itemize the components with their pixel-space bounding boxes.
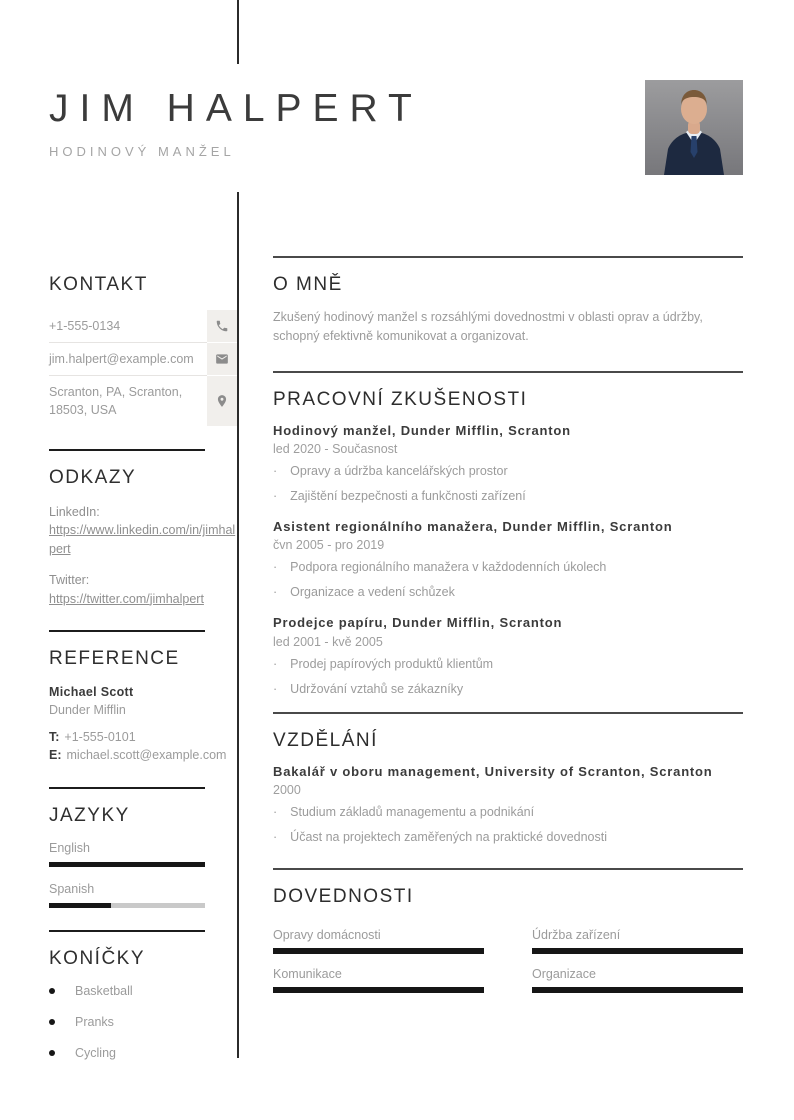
job-bullet: · Podpora regionálního manažera v každodenních úkolech <box>273 558 743 576</box>
reference-phone-value: +1-555-0101 <box>64 730 136 745</box>
contact-phone-value: +1-555-0134 <box>49 310 207 343</box>
skills-section <box>273 886 743 1006</box>
section-divider <box>273 868 743 870</box>
link-item-linkedin <box>49 503 237 559</box>
skill-item <box>532 967 743 993</box>
job-title: Asistent regionálního manažera, Dunder Mifflin, Scranton <box>273 519 673 534</box>
column-divider <box>237 192 239 1058</box>
job-bullet: · Organizace a vedení schůzek <box>273 583 743 601</box>
job-dates: led 2001 - kvě 2005 <box>273 634 383 649</box>
hobbies-heading: KONÍČKY <box>49 947 146 969</box>
language-name: Spanish <box>49 881 95 896</box>
languages-heading: JAZYKY <box>49 804 130 826</box>
experience-heading: PRACOVNÍ ZKUŠENOSTI <box>273 388 528 410</box>
education-bullet: · Studium základů managementu a podnikání <box>273 803 743 821</box>
education-bullet: · Účast na projektech zaměřených na praktické dovednosti <box>273 828 743 846</box>
skills-heading: DOVEDNOSTI <box>273 885 414 907</box>
job-bullet: · Opravy a údržba kancelářských prostor <box>273 462 743 480</box>
contact-heading: KONTAKT <box>49 274 148 295</box>
bullet-dot-icon <box>49 1050 55 1056</box>
person-job-title: HODINOVÝ MANŽEL <box>49 143 235 159</box>
contact-list <box>49 310 237 427</box>
profile-photo <box>645 80 743 175</box>
top-divider <box>237 0 239 64</box>
contact-email-value: jim.halpert@example.com <box>49 343 207 376</box>
about-text: Zkušený hodinový manžel s rozsáhlými dovednostmi v oblasti oprav a údržby, schopný efektivně komunikovat a organizovat. <box>273 310 703 344</box>
job-dates: čvn 2005 - pro 2019 <box>273 538 385 553</box>
hobby-item <box>49 984 237 998</box>
job-title: Prodejce papíru, Dunder Mifflin, Scranton <box>273 615 563 631</box>
language-level-fill <box>49 903 111 908</box>
section-divider <box>273 712 743 714</box>
language-level-fill <box>49 862 205 867</box>
hobby-item <box>49 1015 237 1029</box>
references-heading: REFERENCE <box>49 648 180 670</box>
skill-item <box>532 928 743 954</box>
bullet-dot-icon <box>49 988 55 994</box>
link-label: LinkedIn: <box>49 504 100 519</box>
job-entry <box>273 519 743 601</box>
sidebar <box>49 274 237 1077</box>
reference-company: Dunder Mifflin <box>49 702 126 717</box>
job-dates: led 2020 - Současnost <box>273 442 398 456</box>
reference-phone-row <box>49 728 237 746</box>
job-bullets <box>273 655 743 698</box>
location-icon <box>207 376 237 425</box>
job-entry <box>273 615 743 697</box>
skill-name: Organizace <box>532 966 596 981</box>
section-divider <box>273 256 743 258</box>
profile-photo-image <box>645 80 743 175</box>
experience-section <box>273 389 743 698</box>
header <box>49 88 423 159</box>
reference-name: Michael Scott <box>49 685 134 700</box>
contact-address-value: Scranton, PA, Scranton, 18503, USA <box>49 385 183 418</box>
skill-name: Opravy domácnosti <box>273 927 381 942</box>
language-item-spanish <box>49 882 237 908</box>
reference-email-row <box>49 746 237 764</box>
skill-level-bar <box>532 948 743 954</box>
main-column <box>273 256 743 1006</box>
skill-name: Komunikace <box>273 966 342 981</box>
job-bullets <box>273 462 743 505</box>
education-bullets <box>273 803 743 846</box>
reference-email-label: E: <box>49 748 62 763</box>
twitter-link[interactable]: https://twitter.com/jimhalpert <box>49 591 204 606</box>
phone-icon <box>207 310 237 342</box>
skill-name: Údržba zařízení <box>532 927 621 942</box>
education-heading: VZDĚLÁNÍ <box>273 729 378 751</box>
sidebar-divider <box>49 630 205 632</box>
job-bullets <box>273 558 743 601</box>
skill-level-fill <box>532 948 743 954</box>
sidebar-divider <box>49 449 205 451</box>
skill-level-fill <box>532 987 743 993</box>
link-item-twitter <box>49 571 237 609</box>
skill-level-bar <box>273 948 484 954</box>
language-level-bar <box>49 862 205 867</box>
skill-level-bar <box>273 987 484 993</box>
sidebar-divider <box>49 787 205 789</box>
skill-item <box>273 967 484 993</box>
skill-level-fill <box>273 948 484 954</box>
linkedin-link[interactable]: https://www.linkedin.com/in/jimhalpert <box>49 523 236 556</box>
job-title: Hodinový manžel, Dunder Mifflin, Scranton <box>273 422 571 438</box>
skills-grid <box>273 928 743 1006</box>
languages-section <box>49 805 237 908</box>
contact-row-email <box>49 343 237 376</box>
sidebar-divider <box>49 930 205 932</box>
language-level-bar <box>49 903 205 908</box>
section-divider <box>273 371 743 373</box>
hobby-label: Pranks <box>75 1014 114 1029</box>
degree-title: Bakalář v oboru management, University of Scranton, Scranton <box>273 763 713 779</box>
reference-phone-label: T: <box>49 730 60 745</box>
links-heading: ODKAZY <box>49 466 137 488</box>
skill-level-bar <box>532 987 743 993</box>
language-item-english <box>49 841 237 867</box>
about-heading: O MNĚ <box>273 274 343 295</box>
reference-email-value: michael.scott@example.com <box>66 748 227 763</box>
education-section <box>273 730 743 846</box>
contact-row-phone <box>49 310 237 343</box>
hobbies-section <box>49 948 237 1060</box>
hobby-item <box>49 1046 237 1060</box>
contact-row-address <box>49 376 237 426</box>
hobby-label: Cycling <box>75 1045 116 1060</box>
degree-dates: 2000 <box>273 782 301 797</box>
job-bullet: · Zajištění bezpečnosti a funkčnosti zařízení <box>273 487 743 505</box>
hobby-label: Basketball <box>75 983 133 998</box>
job-bullet: · Prodej papírových produktů klientům <box>273 655 743 673</box>
bullet-dot-icon <box>49 1019 55 1025</box>
link-label: Twitter: <box>49 572 90 587</box>
education-entry <box>273 764 743 846</box>
job-entry <box>273 423 743 505</box>
language-name: English <box>49 840 90 855</box>
job-bullet: · Udržování vztahů se zákazníky <box>273 680 743 698</box>
references-section <box>49 648 237 764</box>
about-section <box>273 274 743 347</box>
email-icon <box>207 343 237 375</box>
contact-section <box>49 274 237 427</box>
skill-item <box>273 928 484 954</box>
skill-level-fill <box>273 987 484 993</box>
links-section <box>49 467 237 609</box>
person-name: JIM HALPERT <box>49 87 423 130</box>
hobby-list <box>49 984 237 1060</box>
